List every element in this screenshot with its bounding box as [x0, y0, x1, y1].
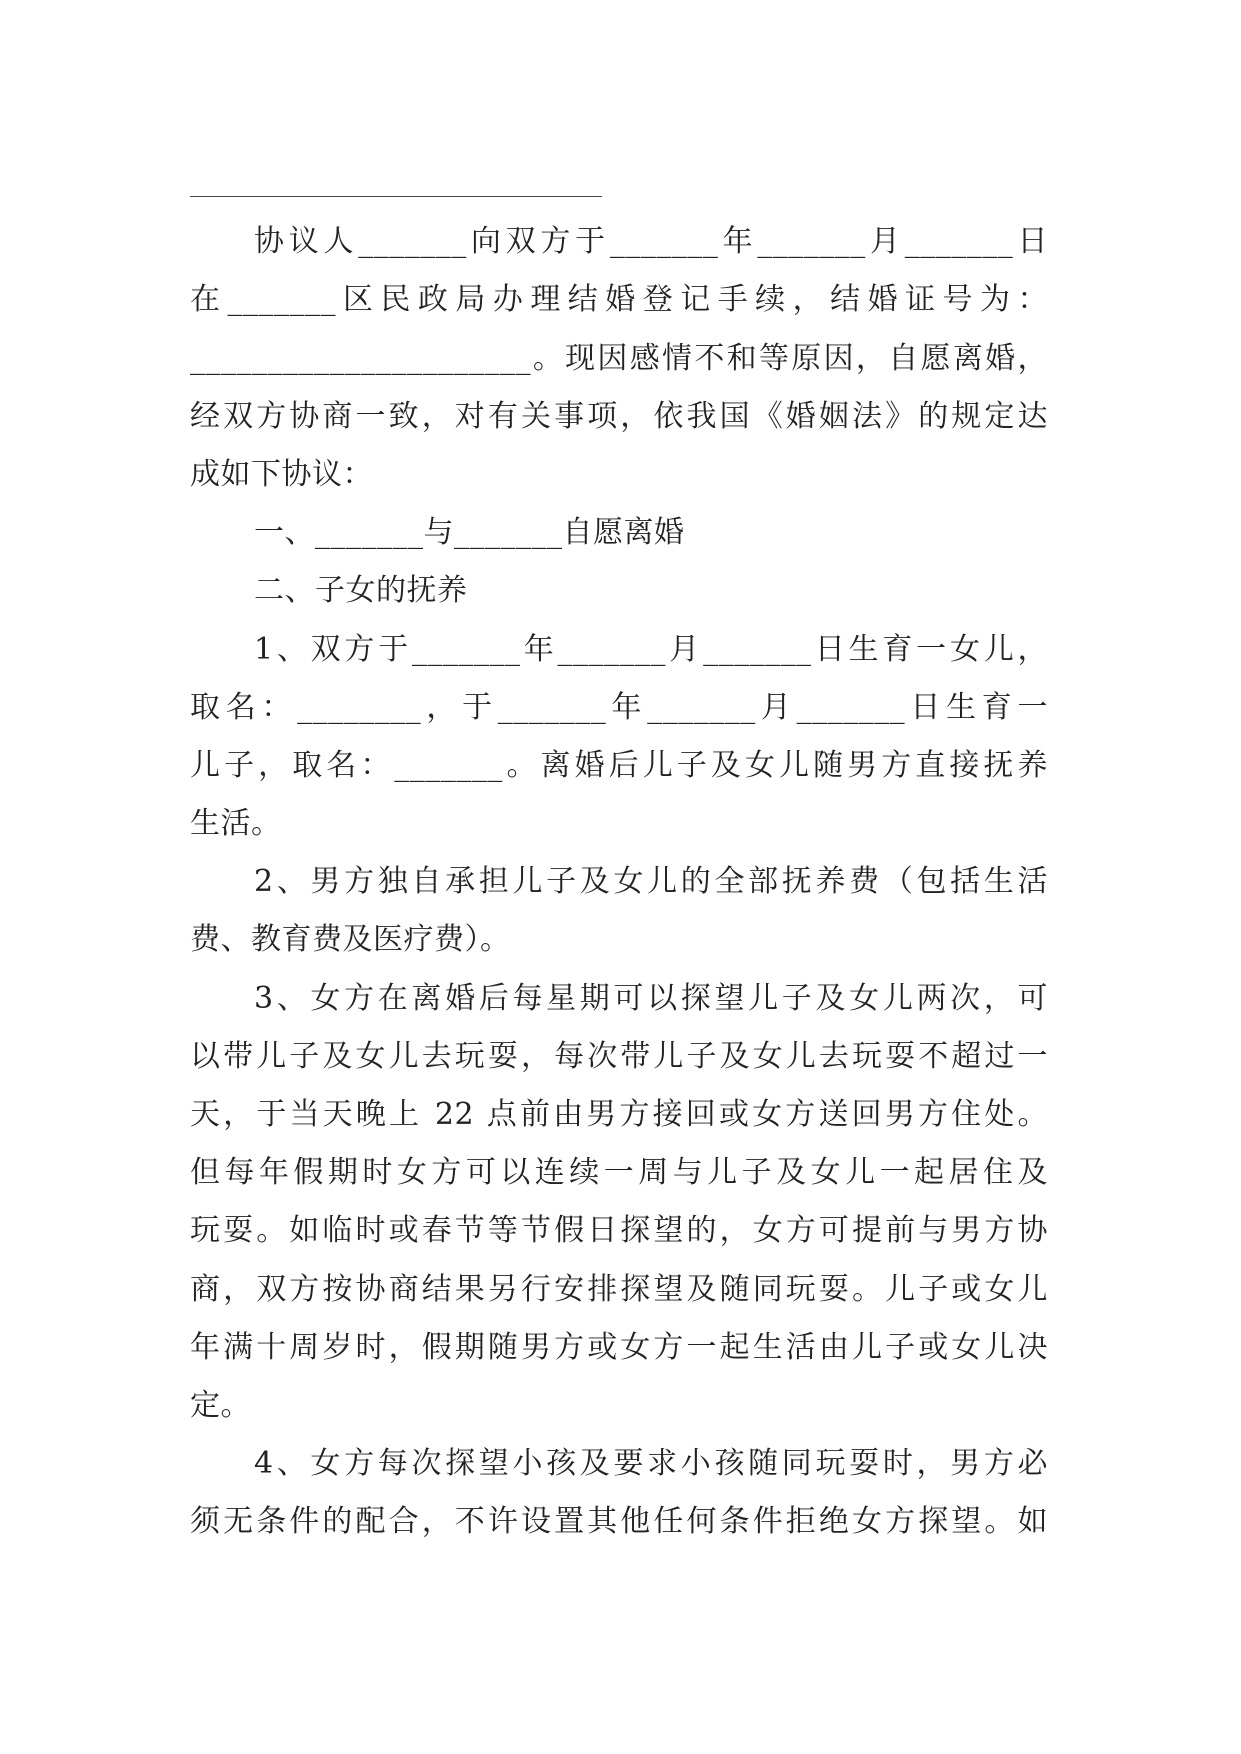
item-3-line-3: 天，于当天晚上 22 点前由男方接回或女方送回男方住处。 — [190, 1097, 1048, 1132]
item-3-line-2: 以带儿子及女儿去玩耍，每次带儿子及女儿去玩耍不超过一 — [190, 1039, 1048, 1074]
paragraph-line-5: 成如下协议： — [190, 457, 373, 492]
item-2-line-2: 费、教育费及医疗费）。 — [190, 922, 511, 957]
item-3-line-4: 但每年假期时女方可以连续一周与儿子及女儿一起居住及 — [190, 1155, 1048, 1190]
paragraph-line-3: ______________________。现因感情不和等原因，自愿离婚， — [190, 341, 1048, 376]
item-4-line-2: 须无条件的配合，不许设置其他任何条件拒绝女方探望。如 — [190, 1504, 1048, 1539]
item-3-line-8: 定。 — [190, 1388, 251, 1423]
item-1-line-1: 1、双方于_______年_______月_______日生育一女儿， — [254, 632, 1048, 667]
item-3-line-6: 商，双方按协商结果另行安排探望及随同玩耍。儿子或女儿 — [190, 1272, 1048, 1307]
item-3-line-7: 年满十周岁时，假期随男方或女方一起生活由儿子或女儿决 — [190, 1330, 1048, 1365]
item-2-line-1: 2、男方独自承担儿子及女儿的全部抚养费（包括生活 — [254, 864, 1048, 899]
clause-one: 一、_______与_______自愿离婚 — [254, 515, 685, 550]
paragraph-line-4: 经双方协商一致，对有关事项，依我国《婚姻法》的规定达 — [190, 399, 1048, 434]
item-4-line-1: 4、女方每次探望小孩及要求小孩随同玩耍时，男方必 — [254, 1446, 1048, 1481]
item-1-line-4: 生活。 — [190, 806, 282, 841]
item-3-line-1: 3、女方在离婚后每星期可以探望儿子及女儿两次，可 — [254, 981, 1048, 1016]
paragraph-line-2: 在_______区民政局办理结婚登记手续，结婚证号为： — [190, 282, 1048, 317]
item-1-line-2: 取名：________，于_______年_______月_______日生育一 — [190, 690, 1048, 725]
paragraph-line-1: 协议人_______向双方于_______年_______月_______日 — [254, 224, 1048, 259]
section-heading-child-support: 二、子女的抚养 — [254, 573, 468, 608]
item-1-line-3: 儿子，取名：_______。离婚后儿子及女儿随男方直接抚养 — [190, 748, 1048, 783]
top-rule-divider — [190, 196, 602, 197]
item-3-line-5: 玩耍。如临时或春节等节假日探望的，女方可提前与男方协 — [190, 1213, 1048, 1248]
